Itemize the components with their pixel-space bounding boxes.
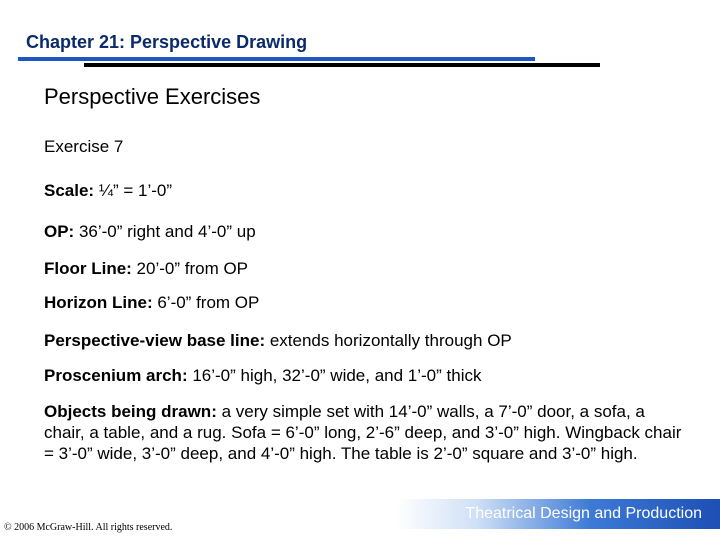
op-value: 36’-0” right and 4’-0” up — [74, 222, 256, 241]
floor-line-value: 20’-0” from OP — [131, 259, 249, 278]
horizon-line-value: 6’-0” from OP — [152, 293, 260, 312]
slide-title: Perspective Exercises — [44, 84, 261, 109]
exercise-label: Exercise 7 — [44, 137, 124, 156]
scale-label: Scale: — [44, 181, 95, 200]
base-line-value: extends horizontally through OP — [265, 331, 512, 350]
proscenium-line — [44, 365, 481, 386]
floor-line-label: Floor Line: — [44, 259, 132, 278]
objects-value: a very simple set with 14’-0” walls, a 7’-0” door, a sofa, a chair, a table, and a rug. Sofa = 6’-0” long, 2’-6” deep, and 3’-0” high. Wingback chair = 3’-0” wide, 3’-0” deep, and 4’-0” high. The table is 2’-0” square and 3’-0” high. — [44, 402, 682, 463]
horizon-line — [44, 292, 259, 313]
horizon-line-label: Horizon Line: — [44, 293, 153, 312]
objects-paragraph — [44, 401, 684, 464]
proscenium-label: Proscenium arch: — [44, 366, 188, 385]
copyright-notice: © 2006 McGraw-Hill. All rights reserved. — [4, 522, 173, 533]
op-label: OP: — [44, 222, 75, 241]
floor-line — [44, 258, 248, 279]
base-line-label: Perspective-view base line: — [44, 331, 266, 350]
scale-value: ¼” = 1’-0” — [94, 181, 173, 200]
scale-line — [44, 180, 172, 201]
proscenium-value: 16’-0” high, 32’-0” wide, and 1’-0” thick — [187, 366, 482, 385]
header-rule-blue — [18, 57, 535, 61]
op-line — [44, 221, 256, 242]
chapter-title: Chapter 21: Perspective Drawing — [26, 32, 308, 52]
base-line — [44, 330, 512, 351]
book-title: Theatrical Design and Production — [465, 505, 702, 522]
header-rule-black — [84, 63, 600, 67]
objects-label: Objects being drawn: — [44, 402, 217, 421]
